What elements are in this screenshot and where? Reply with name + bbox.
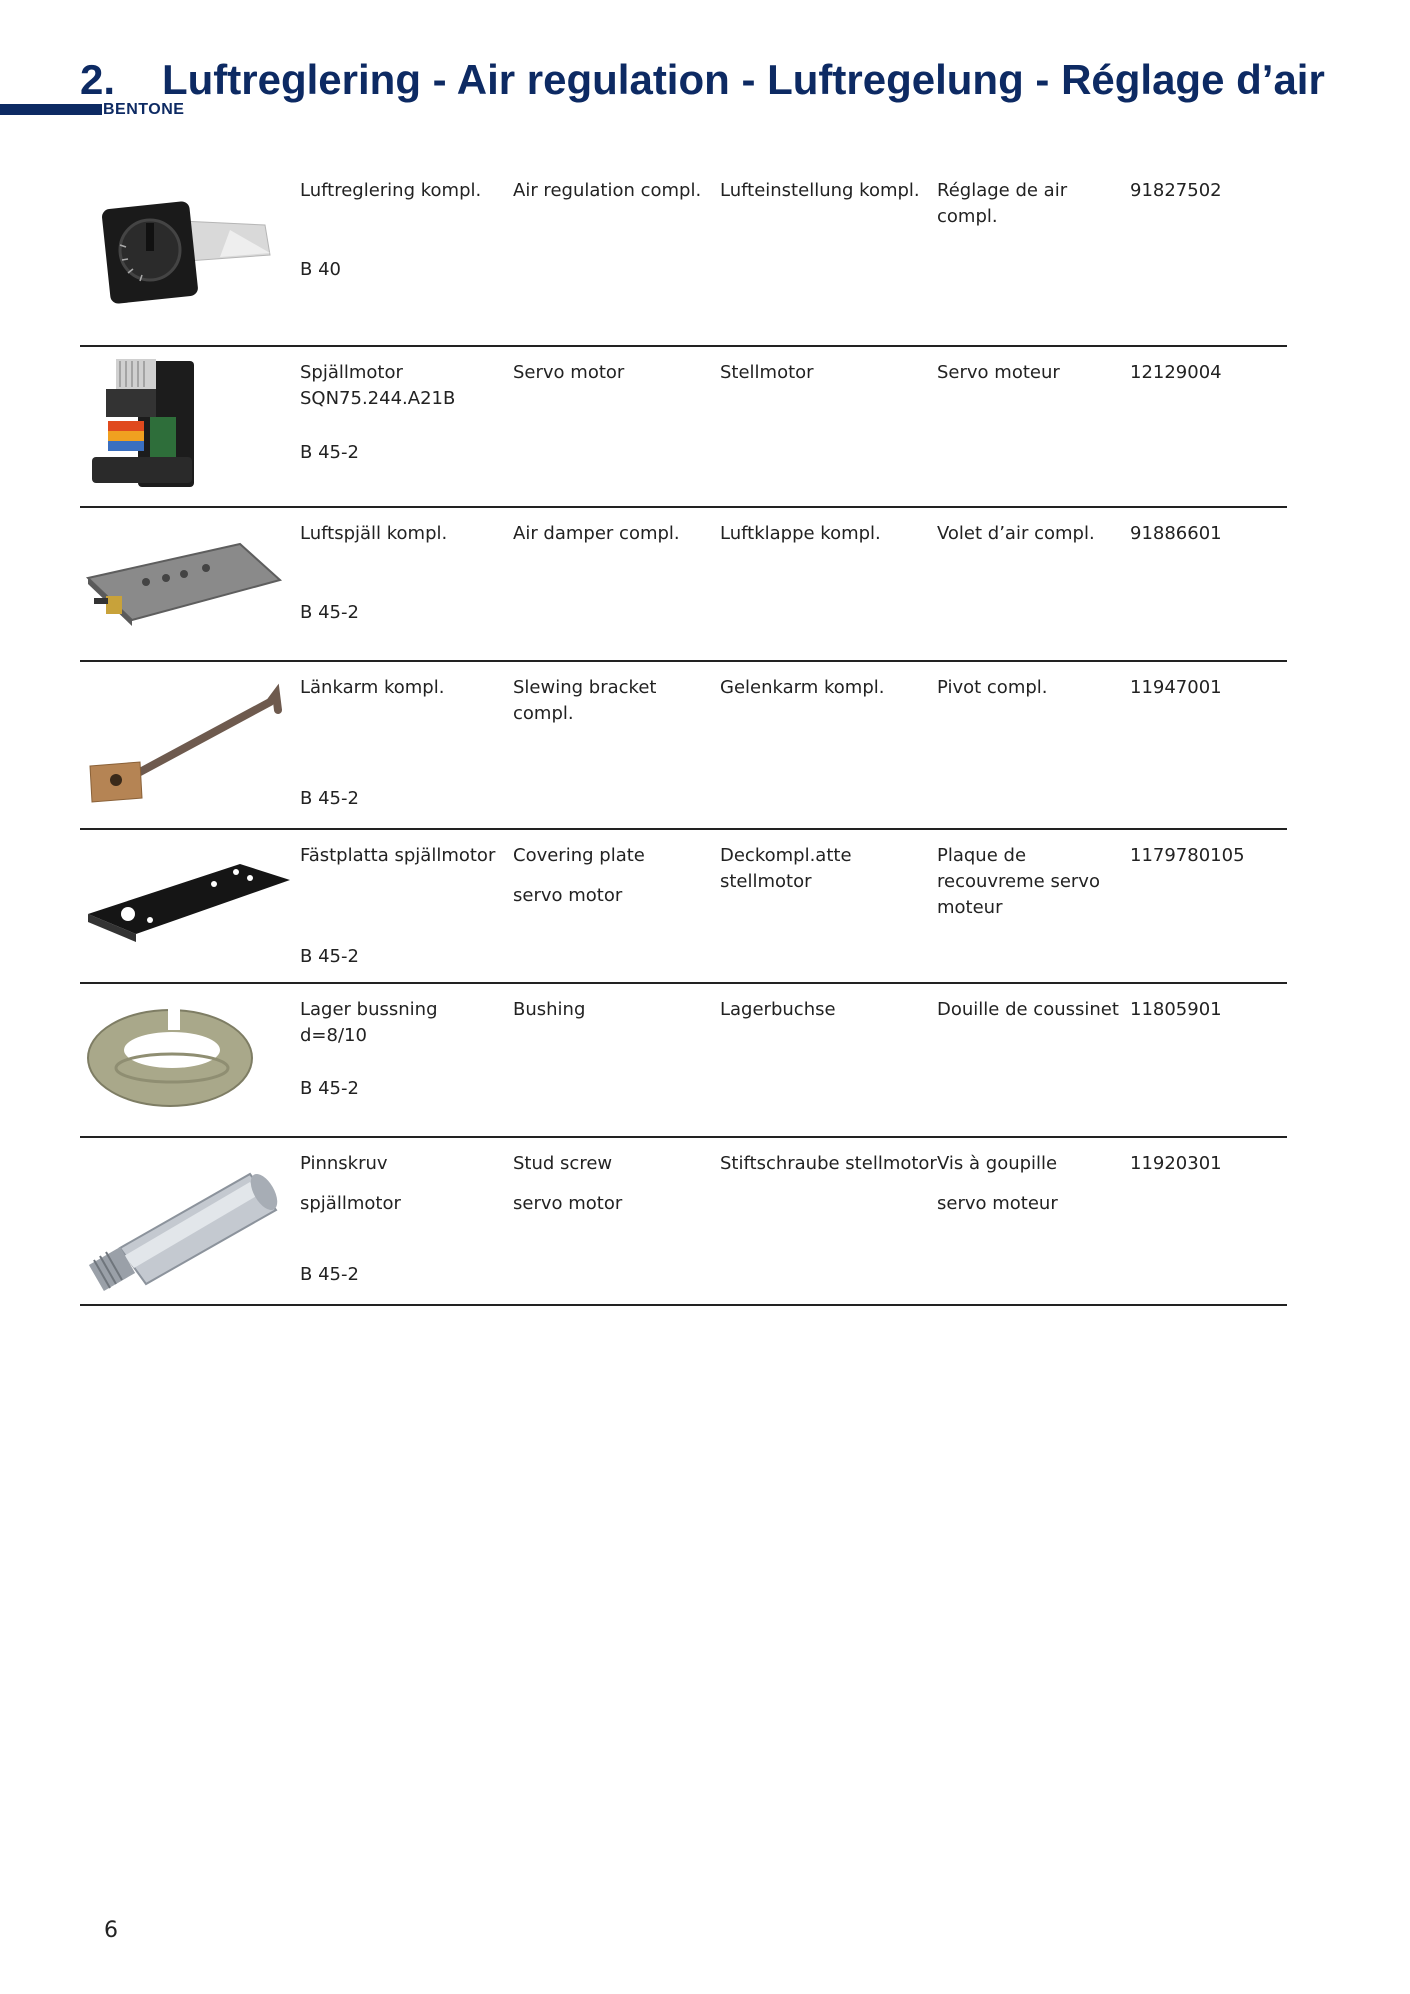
english-name-line2: servo motor xyxy=(513,885,623,906)
english-name xyxy=(513,1151,713,1217)
slewing-bracket-image xyxy=(80,662,290,822)
swedish-name: Lager bussning d=8/10 xyxy=(300,999,438,1046)
part-number: 11805901 xyxy=(1130,999,1222,1020)
french-name xyxy=(937,1151,1127,1217)
parts-table xyxy=(80,165,1287,1306)
swedish-name: Länkarm kompl. xyxy=(300,677,445,698)
stud-screw-image xyxy=(80,1138,290,1298)
swedish-name: Luftspjäll kompl. xyxy=(300,523,448,544)
english-name: Air damper compl. xyxy=(513,523,680,544)
part-number: 91827502 xyxy=(1130,180,1222,201)
swedish-name: Luftreglering kompl. xyxy=(300,180,482,201)
reference-code: B 45-2 xyxy=(300,788,359,809)
table-row xyxy=(80,984,1287,1138)
german-name: Stiftschraube stellmotor xyxy=(720,1153,937,1174)
bushing-image xyxy=(80,984,290,1124)
english-name-line2: servo motor xyxy=(513,1193,623,1214)
french-name: Réglage de air compl. xyxy=(937,180,1068,227)
reference-code: B 45-2 xyxy=(300,946,359,967)
french-name: Douille de coussinet xyxy=(937,999,1119,1020)
german-name: Luftklappe kompl. xyxy=(720,523,881,544)
english-name-line1: Covering plate xyxy=(513,845,645,866)
air-damper-image xyxy=(80,508,290,648)
french-name-line2: servo moteur xyxy=(937,1193,1058,1214)
page-title xyxy=(80,56,1325,104)
part-number: 12129004 xyxy=(1130,362,1222,383)
french-name-line1: Vis à goupille xyxy=(937,1153,1058,1174)
german-name: Lagerbuchse xyxy=(720,999,836,1020)
section-number: 2. xyxy=(80,56,116,103)
part-number: 11947001 xyxy=(1130,677,1222,698)
reference-code: B 45-2 xyxy=(300,1264,359,1285)
part-number: 91886601 xyxy=(1130,523,1222,544)
air-regulation-dial-image xyxy=(80,165,290,325)
german-name: Deckompl.atte stellmotor xyxy=(720,845,852,892)
reference-code: B 40 xyxy=(300,259,341,280)
reference-code: B 45-2 xyxy=(300,1078,359,1099)
page-number: 6 xyxy=(104,1918,118,1943)
french-name: Volet d’air compl. xyxy=(937,523,1095,544)
english-name xyxy=(513,843,713,909)
table-row xyxy=(80,1138,1287,1306)
brand-logo: BENTONE xyxy=(103,101,185,118)
swedish-name-line1: Pinnskruv xyxy=(300,1153,388,1174)
table-row xyxy=(80,662,1287,830)
swedish-name: Fästplatta spjällmotor xyxy=(300,845,496,866)
french-name: Pivot compl. xyxy=(937,677,1048,698)
reference-code: B 45-2 xyxy=(300,602,359,623)
swedish-name: Spjällmotor SQN75.244.A21B xyxy=(300,362,456,409)
swedish-name xyxy=(300,1151,510,1217)
reference-code: B 45-2 xyxy=(300,442,359,463)
part-number: 1179780105 xyxy=(1130,845,1245,866)
german-name: Stellmotor xyxy=(720,362,814,383)
english-name: Bushing xyxy=(513,999,586,1020)
table-row xyxy=(80,830,1287,984)
table-row xyxy=(80,165,1287,347)
header-accent-bar xyxy=(0,104,102,115)
english-name: Air regulation compl. xyxy=(513,180,702,201)
english-name-line1: Stud screw xyxy=(513,1153,613,1174)
english-name: Servo motor xyxy=(513,362,625,383)
swedish-name-line2: spjällmotor xyxy=(300,1193,401,1214)
section-title: Luftreglering - Air regulation - Luftregelung - Réglage d’air xyxy=(162,56,1325,103)
table-row xyxy=(80,347,1287,508)
table-row xyxy=(80,508,1287,662)
servo-motor-image xyxy=(80,347,290,497)
german-name: Gelenkarm kompl. xyxy=(720,677,885,698)
french-name: Servo moteur xyxy=(937,362,1060,383)
german-name: Lufteinstellung kompl. xyxy=(720,180,920,201)
english-name: Slewing bracket compl. xyxy=(513,677,657,724)
part-number: 11920301 xyxy=(1130,1153,1222,1174)
french-name: Plaque de recouvreme servo moteur xyxy=(937,845,1100,918)
covering-plate-image xyxy=(80,830,290,960)
